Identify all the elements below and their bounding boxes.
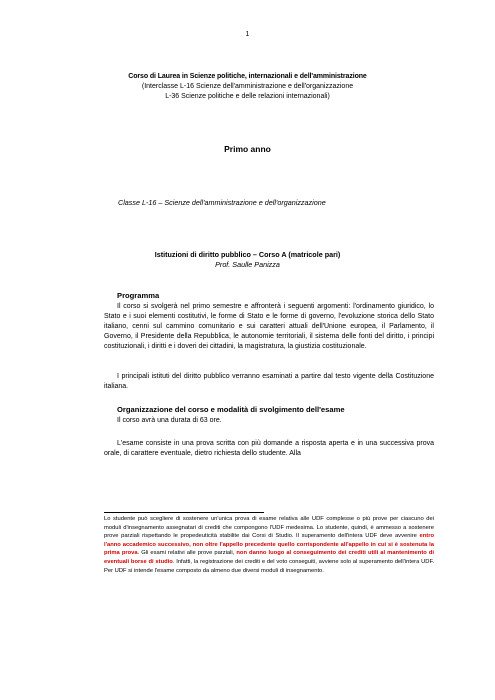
- class-line: Classe L-16 – Scienze dell'amministrazione e dell'organizzazione: [118, 198, 326, 207]
- footnote-highlight-2: non danno luogo al conseguimento dei crediti utili al mantenimento di eventuali borse di studio: [104, 550, 434, 565]
- organizzazione-paragraph-2: L'esame consiste in una prova scritta con più domande a risposta aperta e in una successiva prova orale, di carattere eventuale, dietro richiesta dello studente. Alla: [104, 440, 434, 457]
- footnote-text-1: Lo studente può scegliere di sostenere un'unica prova di esame relativa alle UDF complesse o più prove per ciascuno dei moduli d'insegnamento assegnatari di crediti che compongono l'UDF medesima. Lo studente, quindi, è ammesso a sostenere prove parziali rispettando le propedeuticità stabilite dai Corsi di Studio. Il superamento dell'intera UDF deve avvenire: [104, 516, 434, 540]
- section-title: Primo anno: [224, 144, 271, 154]
- degree-subtitle-line-2: L-36 Scienze politiche e delle relazioni internazionali): [165, 93, 330, 100]
- course-professor: Prof. Saulle Panizza: [215, 260, 280, 269]
- footnote-text-3: . Infatti, la registrazione dei crediti e del voto conseguiti, avviene solo al superamento dell'intera UDF. Per UDF si intende l'esame composto da almeno due diversi moduli di insegnamento.: [104, 558, 434, 574]
- footnote-highlight-1: entro l'anno accademico successivo, non oltre l'appello precedente quello corrispondente all'appello in cui si è sostenuta la prima prova: [104, 533, 434, 557]
- degree-title: Corso di Laurea in Scienze politiche, internazionali e dell'amministrazione: [128, 73, 367, 80]
- document-header: [0, 72, 495, 102]
- course-header: [0, 250, 495, 270]
- page-number: 1: [245, 31, 250, 38]
- footnote-text-2: . Gli esami relativi alle prove parziali,: [137, 550, 235, 557]
- course-title: Istituzioni di diritto pubblico – Corso A (matricole pari): [154, 250, 341, 259]
- organizzazione-paragraph-1: Il corso avrà una durata di 63 ore.: [117, 417, 222, 424]
- organizzazione-heading: Organizzazione del corso e modalità di svolgimento dell'esame: [117, 405, 345, 414]
- programma-heading: Programma: [117, 291, 160, 300]
- footnote: [104, 515, 434, 575]
- footnote-separator: [104, 512, 264, 513]
- degree-subtitle-line-1: (Interclasse L-16 Scienze dell'amministrazione e dell'organizzazione: [141, 83, 354, 90]
- programma-paragraph-2: I principali istituti del diritto pubblico verranno esaminati a partire dal testo vigente della Costituzione italiana.: [104, 373, 434, 390]
- programma-paragraph-1: Il corso si svolgerà nel primo semestre e affronterà i seguenti argomenti: l'ordinamento giuridico, lo Stato e i suoi elementi costitutivi, le forme di Stato e le forme di governo, l'evoluzione storica dello Stato italiano, cenni sul cammino comunitario e sui caratteri attuali dell'Unione europea, il Parlamento, il Governo, il Presidente della Repubblica, le autonomie territoriali, il sistema delle fonti del diritto, i principi costituzionali, i diritti e i doveri dei cittadini, la magistratura, la giustizia costituzionale.: [104, 303, 434, 350]
